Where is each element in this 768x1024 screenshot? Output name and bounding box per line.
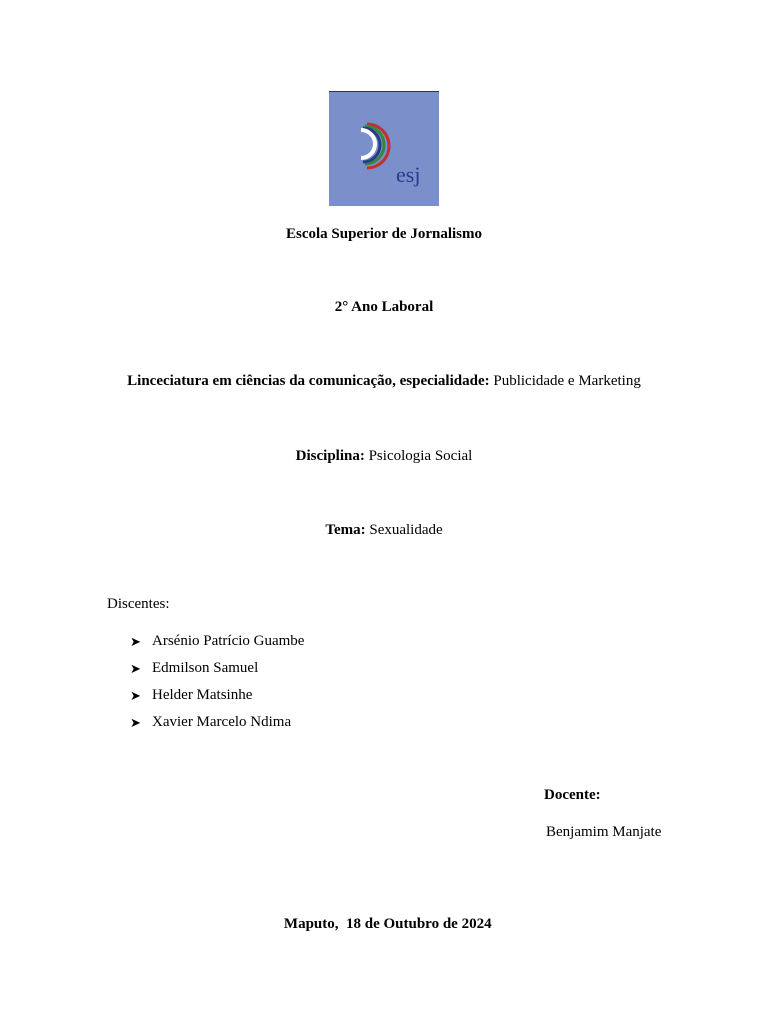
arrow-bullet-icon: ➤ <box>130 661 141 676</box>
course-value: Publicidade e Marketing <box>489 373 641 389</box>
list-item: ➤ Edmilson Samuel <box>130 660 259 676</box>
esj-logo <box>329 91 439 206</box>
footer-date: Maputo, 18 de Outubro de 2024 <box>283 916 492 932</box>
theme-label: Tema: <box>325 522 366 538</box>
discipline-label: Disciplina: <box>295 448 365 464</box>
arrow-bullet-icon: ➤ <box>130 688 141 703</box>
discipline-line <box>0 448 768 465</box>
course-line <box>0 373 768 390</box>
teacher-name: Benjamim Manjate <box>546 824 662 840</box>
esj-logo-graphic <box>329 92 439 206</box>
logo-text: esj <box>396 162 421 187</box>
students-list <box>130 633 304 741</box>
year-line: 2° Ano Laboral <box>334 299 434 315</box>
arrow-bullet-icon: ➤ <box>130 715 141 730</box>
theme-line <box>0 522 768 539</box>
theme-value: Sexualidade <box>365 522 443 538</box>
arrow-bullet-icon: ➤ <box>130 634 141 649</box>
students-label: Discentes: <box>107 596 170 612</box>
course-label: Linceciatura em ciências da comunicação, especialidade: <box>127 373 490 389</box>
school-name: Escola Superior de Jornalismo <box>286 226 482 242</box>
list-item: ➤ Helder Matsinhe <box>130 687 253 703</box>
list-item: ➤ Arsénio Patrício Guambe <box>130 633 305 649</box>
discipline-value: Psicologia Social <box>364 448 473 464</box>
teacher-label: Docente: <box>544 787 601 803</box>
list-item: ➤ Xavier Marcelo Ndima <box>130 714 292 730</box>
